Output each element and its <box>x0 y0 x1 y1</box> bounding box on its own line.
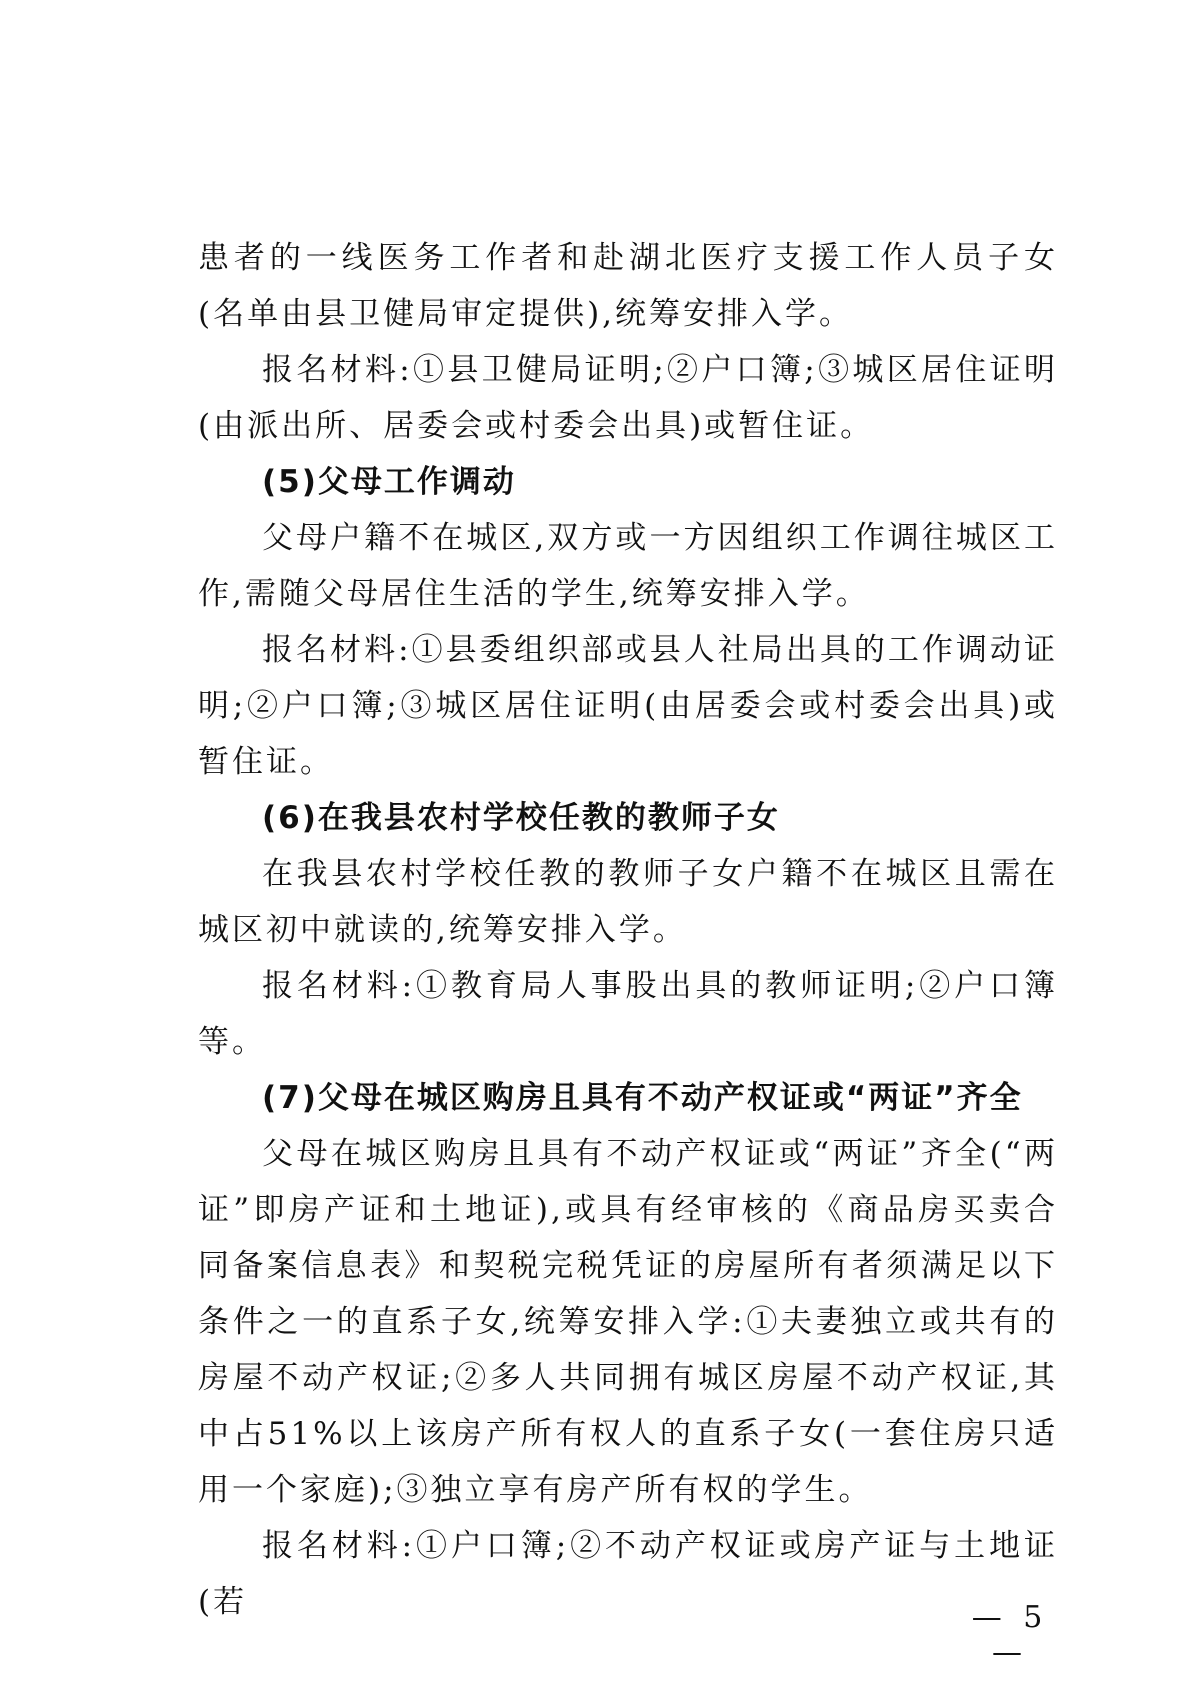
section-heading-6: (6)在我县农村学校任教的教师子女 <box>262 800 780 836</box>
paragraph-work-transfer: 父母户籍不在城区,双方或一方因组织工作调往城区工作,需随父母居住生活的学生,统筹安排入学。 <box>198 520 1058 612</box>
document-body <box>198 230 1058 1630</box>
paragraph-rural-teachers: 在我县农村学校任教的教师子女户籍不在城区且需在城区初中就读的,统筹安排入学。 <box>198 856 1058 948</box>
page-number: — 5 — <box>971 1600 1049 1670</box>
section-heading-7: (7)父母在城区购房且具有不动产权证或“两证”齐全 <box>262 1080 1023 1116</box>
paragraph-materials-teachers: 报名材料:①教育局人事股出具的教师证明;②户口簿等。 <box>198 968 1058 1060</box>
paragraph-property-owners: 父母在城区购房且具有不动产权证或“两证”齐全(“两证”即房产证和土地证),或具有经审核的《商品房买卖合同备案信息表》和契税完税凭证的房屋所有者须满足以下条件之一的直系子女,统筹安排入学:①夫妻独立或共有的房屋不动产权证;②多人共同拥有城区房屋不动产权证,其中占51%以上该房产所有权人的直系子女(一套住房只适用一个家庭);③独立享有房产所有权的学生。 <box>198 1136 1058 1508</box>
paragraph-materials-medical: 报名材料:①县卫健局证明;②户口簿;③城区居住证明(由派出所、居委会或村委会出具)或暂住证。 <box>198 352 1058 444</box>
paragraph-continuation: 患者的一线医务工作者和赴湖北医疗支援工作人员子女(名单由县卫健局审定提供),统筹安排入学。 <box>198 240 1058 332</box>
paragraph-materials-property: 报名材料:①户口簿;②不动产权证或房产证与土地证(若 <box>198 1528 1058 1620</box>
paragraph-materials-transfer: 报名材料:①县委组织部或县人社局出具的工作调动证明;②户口簿;③城区居住证明(由居委会或村委会出具)或暂住证。 <box>198 632 1058 780</box>
section-heading-5: (5)父母工作调动 <box>262 464 516 500</box>
